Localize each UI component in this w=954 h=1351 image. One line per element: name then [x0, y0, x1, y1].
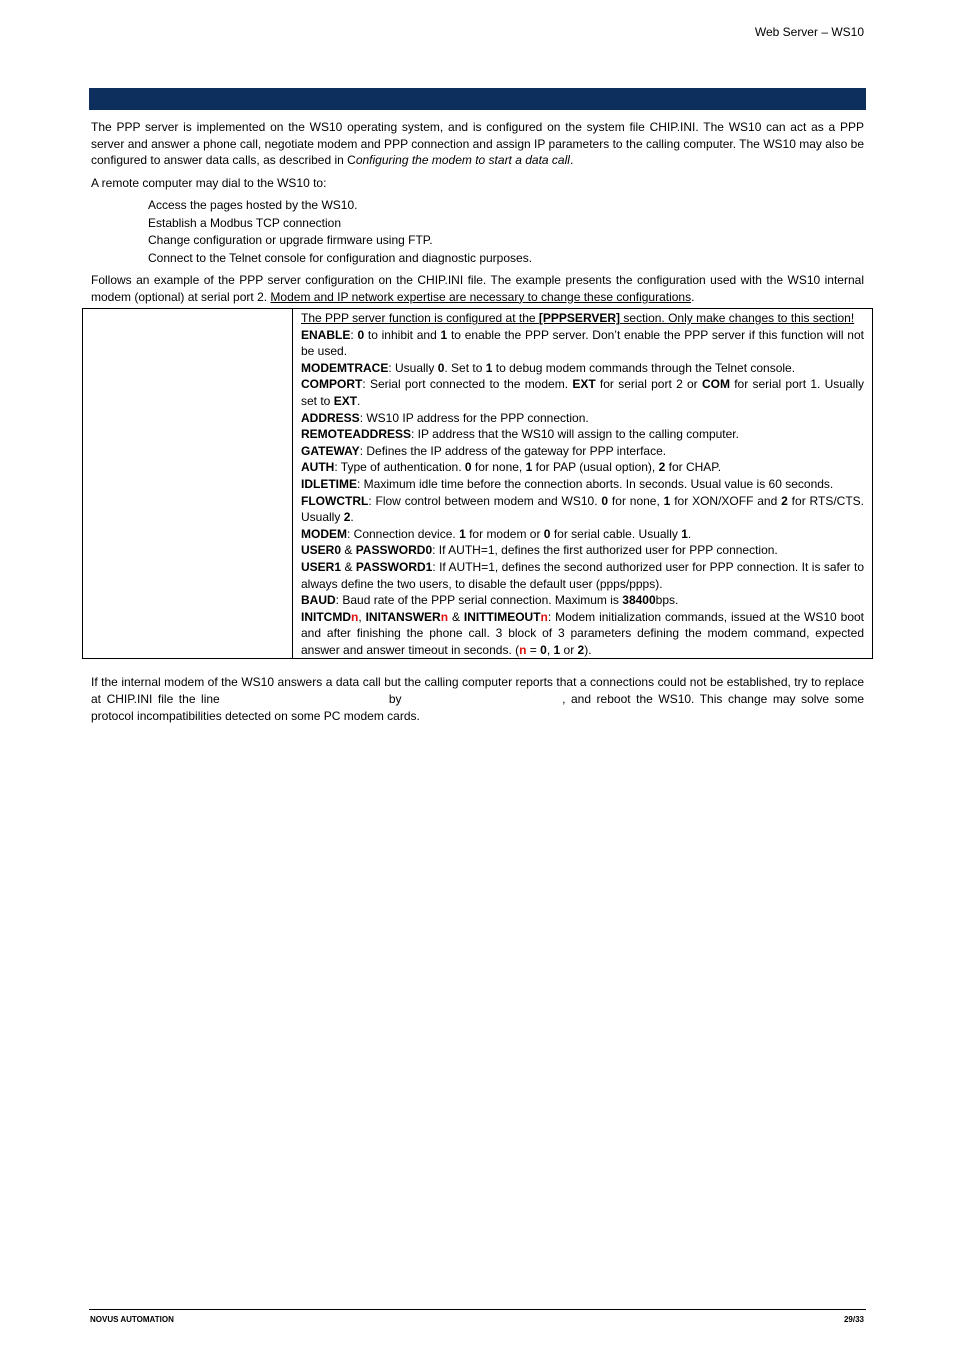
config-example-cell — [83, 309, 293, 659]
config-baud: BAUD: Baud rate of the PPP serial connection. Maximum is 38400bps. — [301, 593, 679, 608]
page-number: 29/33 — [843, 1315, 864, 1324]
intro-section — [91, 119, 864, 311]
config-modemtrace: MODEMTRACE: Usually 0. Set to 1 to debug modem commands through the Telnet console. — [301, 360, 796, 375]
example-paragraph: Follows an example of the PPP server configuration on the CHIP.INI file. The example presents the configuration used with the WS10 internal modem (optional) at serial port 2. Modem and IP network expertise are necessary to change these configurations. — [91, 273, 864, 304]
config-table — [82, 308, 873, 659]
config-flowctrl: FLOWCTRL: Flow control between modem and WS10. 0 for none, 1 for XON/XOFF and 2 for RTS/CTS. Usually 2. — [301, 493, 864, 525]
config-init: INITCMDn, INITANSWERn & INITTIMEOUTn: Modem initialization commands, issued at the WS10 boot and after finishing the phone call. 3 block of 3 parameters defining the modem command, expected answer and answer timeout in seconds. (n = 0, 1 or 2). — [301, 609, 864, 657]
config-user0: USER0 & PASSWORD0: If AUTH=1, defines the first authorized user for PPP connection. — [301, 543, 778, 558]
list-item: Establish a Modbus TCP connection — [148, 215, 342, 230]
section-title-bar — [89, 88, 866, 110]
expertise-warning: Modem and IP network expertise are necessary to change these configurations — [270, 289, 692, 304]
config-auth: AUTH: Type of authentication. 0 for none, 1 for PAP (usual option), 2 for CHAP. — [301, 460, 722, 475]
dial-purpose-intro: A remote computer may dial to the WS10 to: — [91, 175, 327, 190]
cross-reference: onfiguring the modem to start a data call — [355, 153, 570, 167]
config-modem: MODEM: Connection device. 1 for modem or 0 for serial cable. Usually 1. — [301, 526, 692, 541]
config-address: ADDRESS: WS10 IP address for the PPP connection. — [301, 410, 589, 425]
footer-company: NOVUS AUTOMATION — [90, 1315, 174, 1324]
config-user1: USER1 & PASSWORD1: If AUTH=1, defines the second authorized user for PPP connection. It is safer to always define the two users, to disable the default user (ppps/ppps). — [301, 559, 864, 591]
running-header: Web Server – WS10 — [754, 25, 864, 39]
config-comport: COMPORT: Serial port connected to the modem. EXT for serial port 2 or COM for serial port 1. Usually set to EXT. — [301, 377, 864, 408]
list-item: Change configuration or upgrade firmware using FTP. — [148, 233, 433, 247]
intro-paragraph: The PPP server is implemented on the WS10 operating system, and is configured on the system file CHIP.INI. The WS10 can act as a PPP server and answer a phone call, negotiate modem and PPP connection and assign IP parameters to the calling computer. The WS10 may also be configured to answer data calls, as described in Configuring the modem to start a data call. — [91, 120, 864, 167]
config-gateway: GATEWAY: Defines the IP address of the gateway for PPP interface. — [301, 443, 667, 458]
config-description-cell — [293, 309, 873, 659]
config-idletime: IDLETIME: Maximum idle time before the connection aborts. In seconds. Usual value is 60 seconds. — [301, 476, 834, 491]
config-enable: ENABLE: 0 to inhibit and 1 to enable the PPP server. Don’t enable the PPP server if this function will not be used. — [301, 327, 864, 359]
list-item: Connect to the Telnet console for configuration and diagnostic purposes. — [148, 250, 533, 265]
footer-divider — [89, 1309, 866, 1310]
config-note: The PPP server function is configured at the [PPPSERVER] section. Only make changes to this section! — [301, 311, 855, 325]
list-item: Access the pages hosted by the WS10. — [148, 198, 358, 212]
troubleshooting-paragraph: If the internal modem of the WS10 answers a data call but the calling computer reports that a connections could not be established, try to replace at CHIP.INI file the line by , and reboot the WS10. This change may solve some protocol incompatibilities detected on some PC modem cards. — [91, 675, 865, 723]
dial-purpose-list — [148, 197, 864, 267]
config-remoteaddress: REMOTEADDRESS: IP address that the WS10 will assign to the calling computer. — [301, 427, 739, 442]
